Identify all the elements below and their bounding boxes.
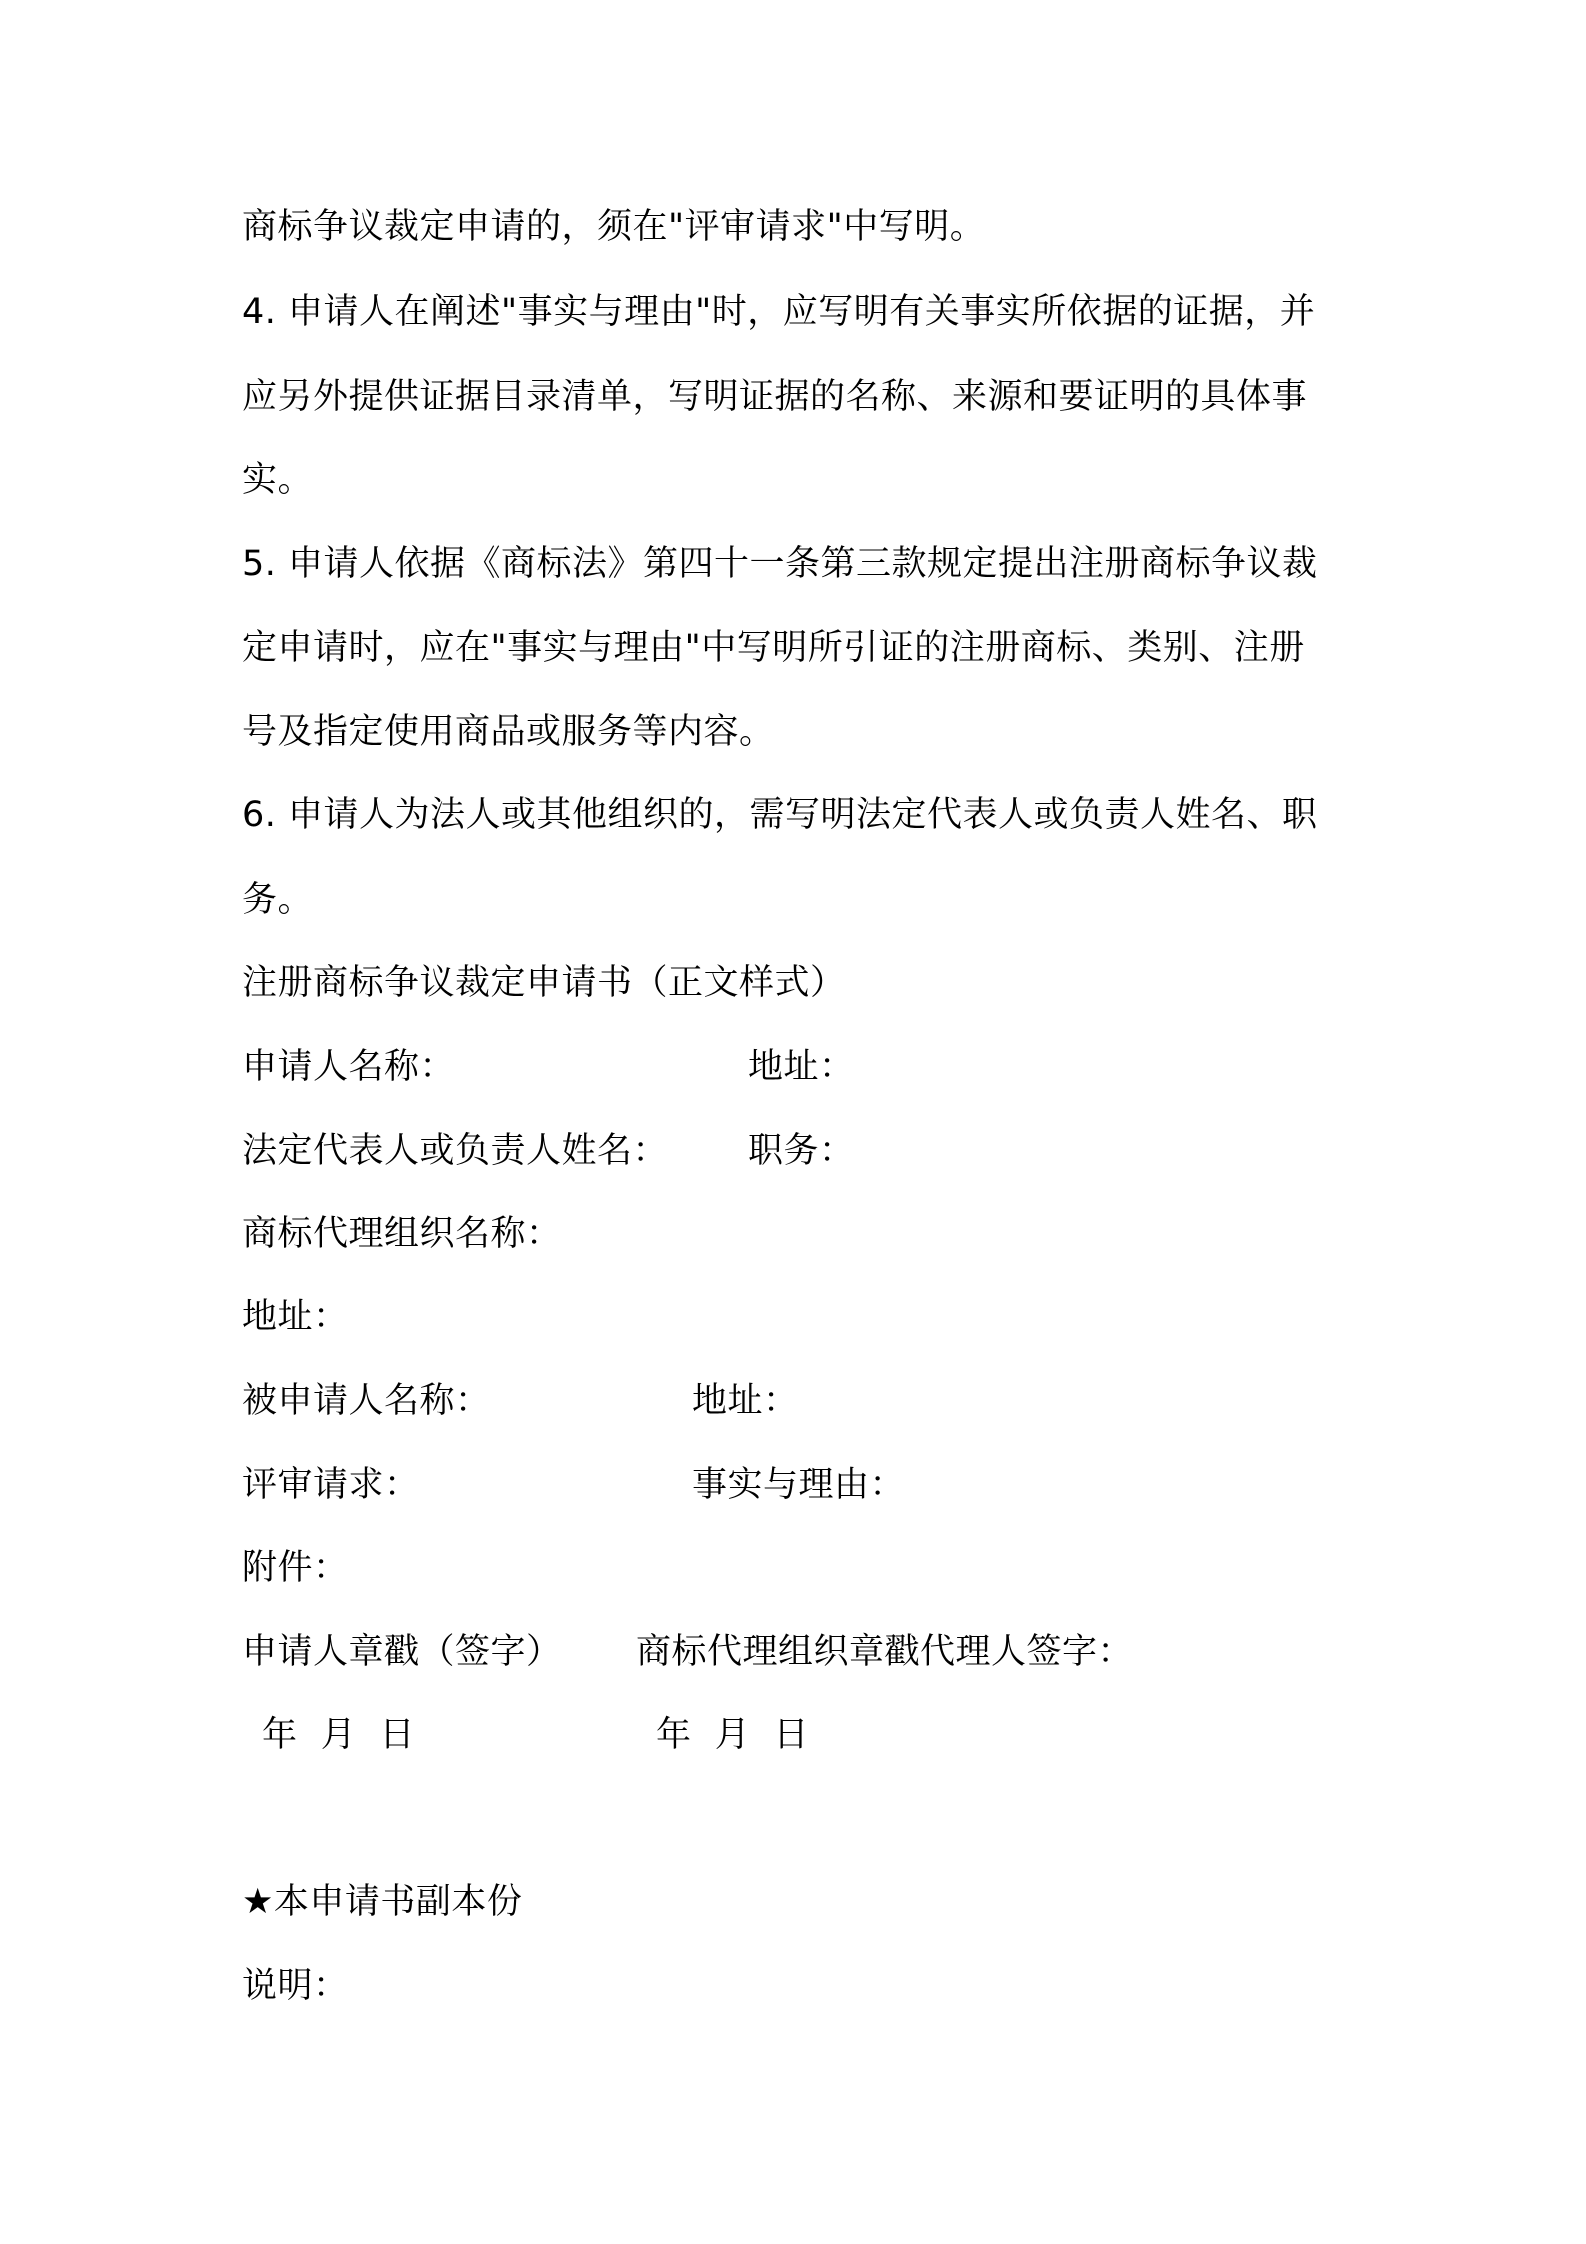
paragraph-5-line-3: 号及指定使用商品或服务等内容。 <box>242 712 775 752</box>
legal-rep-label: 法定代表人或负责人姓名： <box>242 1131 669 1171</box>
paragraph-3-tail: 商标争议裁定申请的，须在"评审请求"中写明。 <box>242 207 986 247</box>
agency-name-label: 商标代理组织名称： <box>242 1214 562 1254</box>
applicant-address-label: 地址： <box>748 1047 855 1087</box>
notes-label: 说明： <box>242 1966 349 2006</box>
paragraph-5-line-2: 定申请时，应在"事实与理由"中写明所引证的注册商标、类别、注册 <box>242 628 1305 668</box>
review-request-label: 评审请求： <box>242 1465 420 1505</box>
respondent-name-label: 被申请人名称： <box>242 1381 491 1421</box>
applicant-row <box>242 1045 1362 1089</box>
form-title: 注册商标争议裁定申请书（正文样式） <box>242 963 846 1003</box>
agency-seal-label: 商标代理组织章戳代理人签字： <box>636 1632 1134 1672</box>
paragraph-4-line-1: 4. 申请人在阐述"事实与理由"时，应写明有关事实所依据的证据，并 <box>242 292 1316 332</box>
signature-row <box>242 1630 1362 1674</box>
respondent-address-label: 地址： <box>692 1381 799 1421</box>
applicant-name-label: 申请人名称： <box>242 1047 456 1087</box>
paragraph-4-line-2: 应另外提供证据目录清单，写明证据的名称、来源和要证明的具体事 <box>242 377 1308 417</box>
date-row <box>242 1713 1362 1757</box>
review-row <box>242 1463 1362 1507</box>
paragraph-4-line-3: 实。 <box>242 460 314 500</box>
copies-note: ★本申请书副本份 <box>242 1882 523 1922</box>
date-right: 年 月 日 <box>656 1715 810 1755</box>
paragraph-5-line-1: 5. 申请人依据《商标法》第四十一条第三款规定提出注册商标争议裁 <box>242 544 1318 584</box>
paragraph-6-line-1: 6. 申请人为法人或其他组织的，需写明法定代表人或负责人姓名、职 <box>242 795 1318 835</box>
applicant-seal-label: 申请人章戳（签字） <box>242 1632 562 1672</box>
legal-rep-row <box>242 1129 1362 1173</box>
respondent-row <box>242 1379 1362 1423</box>
facts-reasons-label: 事实与理由： <box>692 1465 906 1505</box>
date-left: 年 月 日 <box>262 1715 416 1755</box>
paragraph-6-line-2: 务。 <box>242 880 314 920</box>
agency-address-label: 地址： <box>242 1297 349 1337</box>
position-label: 职务： <box>748 1131 855 1171</box>
attachments-label: 附件： <box>242 1548 349 1588</box>
